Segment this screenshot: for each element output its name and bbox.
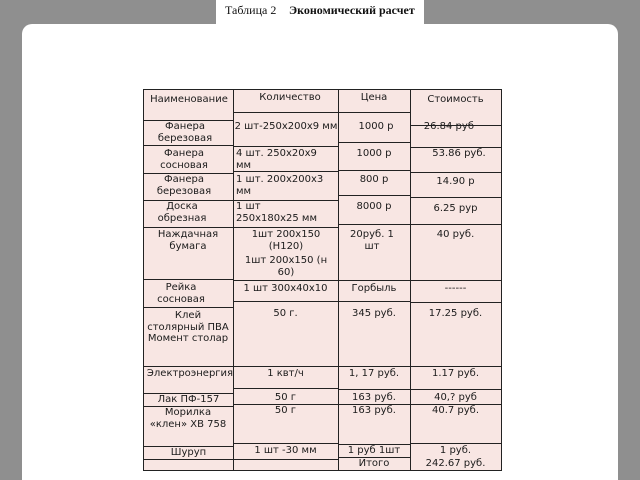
row-divider (233, 459, 338, 460)
header-qty: Количество (259, 92, 321, 103)
row-divider (144, 459, 233, 460)
row-10-cost: 40.7 руб. (431, 405, 480, 416)
row-divider (338, 142, 410, 143)
row-10-name: Морилка «клен» ХВ 758 (149, 407, 227, 430)
row-divider (410, 224, 501, 225)
row-6-cost: ------ (444, 283, 467, 294)
row-1-name: Фанера березовая (157, 121, 213, 144)
row-divider (144, 366, 233, 367)
economic-table (143, 89, 502, 471)
row-divider (410, 302, 501, 303)
row-7-name: Клей столярный ПВА Момент столар (147, 310, 229, 344)
row-10-price: 163 руб. (352, 405, 396, 416)
row-4-qty: 1 шт 250х180х25 мм (236, 201, 318, 224)
row-10-qty: 50 г (274, 405, 297, 416)
row-divider (338, 170, 410, 171)
row-6-price: Горбыль (351, 283, 397, 294)
row-divider (338, 389, 410, 390)
row-11-price: 1 руб 1шт (347, 445, 401, 456)
row-divider (144, 227, 233, 228)
row-3-cost: 14.90 р (436, 176, 475, 187)
row-divider (410, 172, 501, 173)
row-divider (410, 197, 501, 198)
row-9-cost: 40,? руб (434, 392, 477, 403)
row-6-qty: 1 шт 300х40х10 (243, 283, 328, 294)
row-divider (233, 280, 338, 281)
row-8-qty: 1 квт/ч (267, 368, 304, 379)
row-5-name: Наждачная бумага (157, 229, 219, 252)
row-divider (338, 366, 410, 367)
row-2-qty: 4 шт. 250х20х9 мм (236, 148, 317, 171)
row-2-name: Фанера сосновая (160, 148, 208, 171)
row-3-qty: 1 шт. 200х200х3 мм (236, 174, 324, 197)
row-8-price: 1, 17 руб. (348, 368, 400, 379)
row-2-price: 1000 р (356, 148, 392, 159)
total-value: 242.67 руб. (425, 458, 486, 469)
row-7-cost: 17.25 руб. (428, 308, 483, 319)
row-11-name: Шуруп (170, 447, 207, 458)
row-divider (233, 171, 338, 172)
caption-number: Таблица 2 (225, 3, 277, 17)
header-price: Цена (360, 92, 388, 103)
row-1-qty: 2 шт-250х200х9 мм (234, 121, 338, 132)
row-divider (233, 146, 338, 147)
row-divider (338, 280, 410, 281)
row-9-name: Лак ПФ-157 (157, 394, 220, 405)
header-cost: Стоимость (427, 94, 484, 105)
row-1-cost: 26.84 руб (423, 121, 474, 132)
row-divider (410, 280, 501, 281)
row-divider (233, 112, 338, 113)
row-divider (233, 388, 338, 389)
row-divider (410, 443, 501, 444)
row-divider (338, 301, 410, 302)
row-11-qty: 1 шт -30 мм (254, 445, 317, 456)
row-divider (233, 227, 338, 228)
row-4-price: 8000 р (356, 201, 392, 212)
row-5-qty-alt: 1шт 200х150 (н 60) (244, 255, 328, 278)
row-7-qty: 50 г. (273, 308, 298, 319)
row-divider (233, 301, 338, 302)
row-8-name: Электроэнергия (146, 368, 234, 379)
row-divider (233, 366, 338, 367)
row-4-cost: 6.25 рур (433, 203, 478, 214)
row-4-name: Доска обрезная (157, 201, 207, 224)
row-divider (233, 443, 338, 444)
row-7-price: 345 руб. (352, 308, 396, 319)
row-5-cost: 40 руб. (436, 229, 475, 240)
total-label: Итого (358, 458, 390, 469)
row-divider (144, 279, 233, 280)
row-2-cost: 53.86 руб. (432, 148, 486, 159)
row-divider (410, 389, 501, 390)
row-divider (338, 195, 410, 196)
row-1-price: 1000 р (358, 121, 394, 132)
row-9-qty: 50 г (274, 392, 297, 403)
row-divider (144, 145, 233, 146)
caption-title: Экономический расчет (289, 3, 415, 17)
row-5-qty: 1шт 200х150 (Н120) (251, 229, 321, 252)
row-divider (144, 307, 233, 308)
row-5-price: 20руб. 1 шт (350, 229, 394, 252)
row-6-name: Рейка сосновая (157, 282, 205, 305)
table-caption (216, 0, 424, 24)
row-3-price: 800 р (359, 174, 389, 185)
row-8-cost: 1.17 руб. (431, 368, 480, 379)
row-divider (338, 112, 410, 113)
row-divider (410, 366, 501, 367)
row-divider (338, 224, 410, 225)
header-name: Наименование (150, 94, 228, 105)
row-11-cost: 1 руб. (439, 445, 472, 456)
row-3-name: Фанера березовая (156, 174, 212, 197)
row-9-price: 163 руб. (352, 392, 396, 403)
